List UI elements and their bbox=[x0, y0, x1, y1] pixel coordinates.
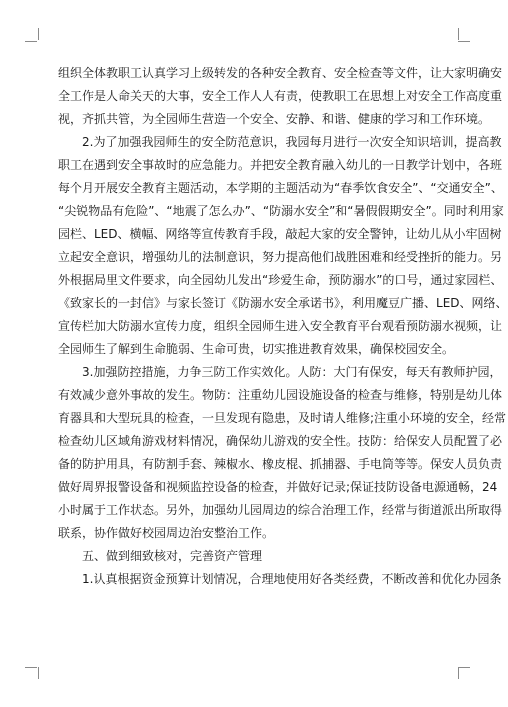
text-line: 每个月开展安全教育主题活动，本学期的主题活动为“春季饮食安全”、“交通安全”、 bbox=[58, 181, 503, 195]
text-line: 做好周界报警设备和视频监控设备的检查，并做好记录;保证技防设备电源通畅，24 bbox=[58, 480, 498, 494]
text-line: 小时属于工作状态。另外，加强幼儿园周边的综合治理工作，经常与街道派出所取得 bbox=[58, 503, 503, 517]
text-line: 组织全体教职工认真学习上级转发的各种安全教育、安全检查等文件，让大家明确安 bbox=[58, 66, 503, 80]
text-line: 外根据局里文件要求，向全园幼儿发出“珍爱生命，预防溺水”的口号，通过家园栏、 bbox=[58, 273, 503, 287]
text-line: 立起安全意识，增强幼儿的法制意识，努力提高他们战胜困难和经受挫折的能力。另 bbox=[58, 250, 503, 264]
text-line: “尖锐物品有危险”、“地震了怎么办”、“防溺水安全”和“暑假假期安全”。同时利用家 bbox=[58, 204, 504, 218]
text-line: 2.为了加强我园师生的安全防范意识，我园每月进行一次安全知识培训，提高教 bbox=[58, 135, 502, 149]
text-line: 3.加强防控措施，力争三防工作实效化。人防：大门有保安，每天有教师护园， bbox=[58, 365, 502, 379]
section-heading-text: 五、做到细致核对，完善资产管理 bbox=[58, 549, 263, 563]
text-line: 全园师生了解到生命脆弱、生命可贵，切实推进教育效果，确保校园安全。 bbox=[58, 342, 455, 356]
text-line: 1.认真根据资金预算计划情况，合理地使用好各类经费，不断改善和优化办园条 bbox=[58, 572, 502, 586]
paragraph-1 bbox=[58, 62, 503, 131]
text-line: 检查幼儿区域角游戏材料情况，确保幼儿游戏的安全性。技防：给保安人员配置了必 bbox=[58, 434, 503, 448]
text-line: 有效减少意外事故的发生。物防：注重幼儿园设施设备的检查与维修，特别是幼儿体 bbox=[58, 388, 503, 402]
text-line: 联系，协作做好校园周边治安整治工作。 bbox=[58, 526, 275, 540]
crop-mark-top-left bbox=[25, 28, 39, 42]
text-line: 职工在遇到安全事故时的应急能力。并把安全教育融入幼儿的一日教学计划中，各班 bbox=[58, 158, 503, 172]
text-line: 宣传栏加大防溺水宣传力度，组织全园师生进入安全教育平台观看预防溺水视频，让 bbox=[58, 319, 503, 333]
document-body bbox=[58, 62, 508, 591]
crop-mark-bottom-right bbox=[458, 667, 472, 681]
crop-mark-bottom-left bbox=[25, 667, 39, 681]
crop-mark-top-right bbox=[458, 28, 472, 42]
paragraph-2 bbox=[58, 131, 508, 361]
text-line: 备的防护用具，有防割手套、辣椒水、橡皮棍、抓捕器、手电筒等等。保安人员负责 bbox=[58, 457, 503, 471]
text-line: 《致家长的一封信》与家长签订《防溺水安全承诺书》，利用魔豆广播、LED、网络、 bbox=[58, 296, 508, 310]
text-line: 园栏、LED、横幅、网络等宣传教育手段，敲起大家的安全警钟，让幼儿从小牢固树 bbox=[58, 227, 502, 241]
text-line: 育器具和大型玩具的检查，一旦发现有隐患，及时请人维修;注重小环境的安全，经常 bbox=[58, 411, 507, 425]
paragraph-5 bbox=[58, 568, 502, 591]
paragraph-3 bbox=[58, 361, 507, 545]
text-line: 视，齐抓共管，为全园师生营造一个安全、安静、和谐、健康的学习和工作环境。 bbox=[58, 112, 491, 126]
text-line: 全工作是人命关天的大事，安全工作人人有责，使教职工在思想上对安全工作高度重 bbox=[58, 89, 503, 103]
section-heading bbox=[58, 545, 444, 568]
